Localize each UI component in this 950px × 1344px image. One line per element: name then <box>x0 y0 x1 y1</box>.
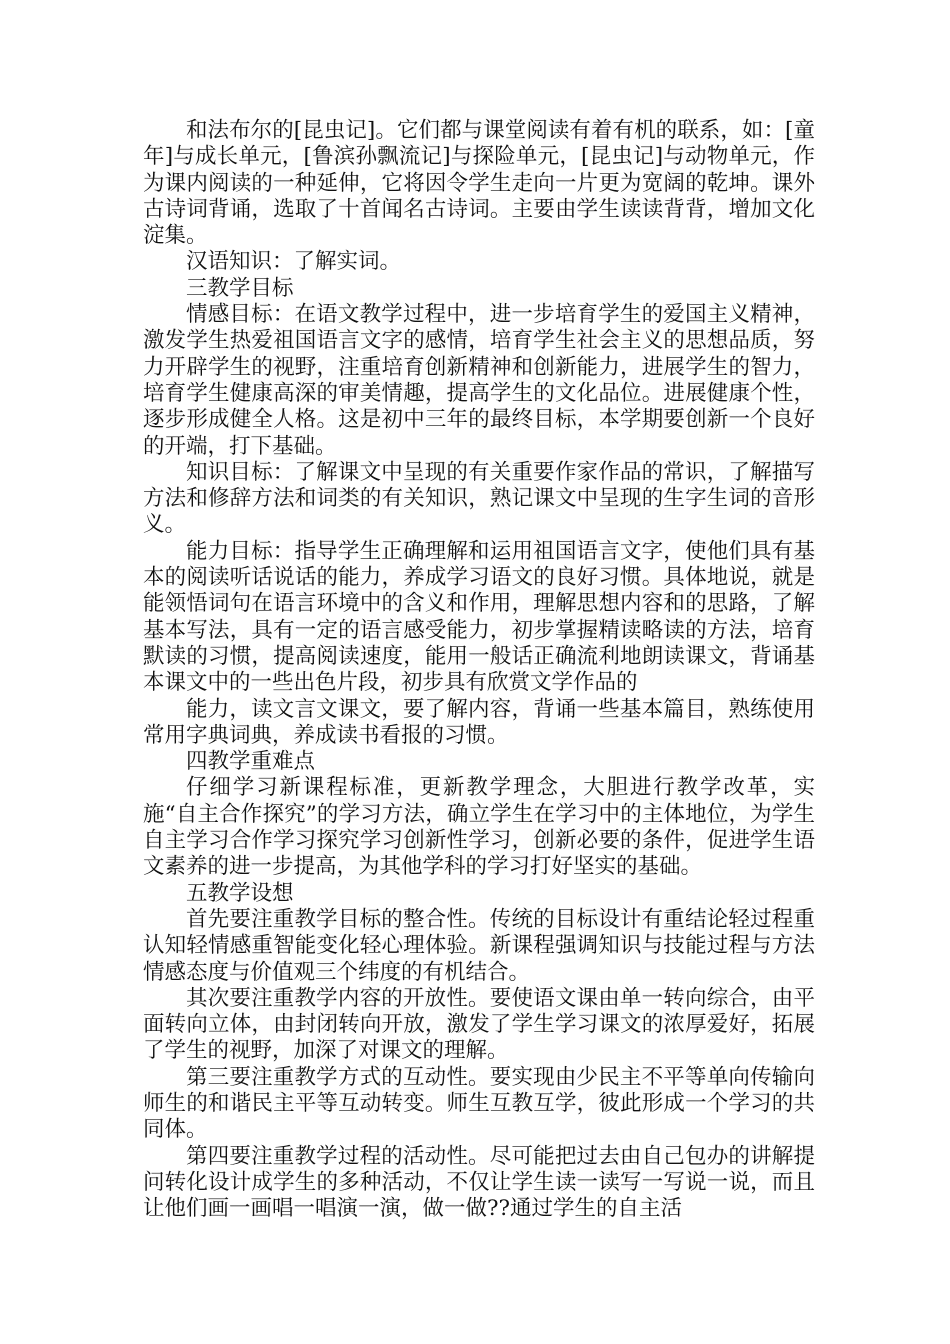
paragraph-key-difficulties: 仔细学习新课程标准，更新教学理念，大胆进行教学改革，实施“自主合作探究”的学习方法，确立学生在学习中的主体地位，为学生自主学习合作学习探究学习创新性学习，创新必要的条件，促进学生语文素养的进一步提高，为其他学科的学习打好坚实的基础。 <box>143 775 815 880</box>
paragraph-knowledge-goals: 知识目标：了解课文中呈现的有关重要作家作品的常识，了解描写方法和修辞方法和词类的有关知识，熟记课文中呈现的生字生词的音形义。 <box>143 459 815 538</box>
heading-teaching-goals: 三教学目标 <box>186 275 294 301</box>
paragraph-ability-goals: 能力目标：指导学生正确理解和运用祖国语言文字，使他们具有基本的阅读听话说话的能力，养成学习语文的良好习惯。具体地说，就是能领悟词句在语言环境中的含义和作用，理解思想内容和的思路，了解基本写法，具有一定的语言感受能力，初步掌握精读略读的方法，培育默读的习惯，提高阅读速度，能用一般话正确流利地朗读课文，背诵基本课文中的一些出色片段，初步具有欣赏文学作品的 <box>143 538 815 696</box>
paragraph-plan-first: 首先要注重教学目标的整合性。传统的目标设计有重结论轻过程重认知轻情感重智能变化轻心理体验。新课程强调知识与技能过程与方法情感态度与价值观三个纬度的有机结合。 <box>143 906 815 985</box>
document-page <box>143 118 815 1222</box>
heading-teaching-plan: 五教学设想 <box>186 880 294 906</box>
paragraph-chinese-knowledge: 汉语知识：了解实词。 <box>186 249 402 275</box>
paragraph-plan-third: 第三要注重教学方式的互动性。要实现由少民主不平等单向传输向师生的和谐民主平等互动转变。师生互教互学，彼此形成一个学习的共同体。 <box>143 1064 815 1143</box>
paragraph-continuation: 和法布尔的[昆虫记]。它们都与课堂阅读有着有机的联系，如：[童年]与成长单元，[鲁滨孙飘流记]与探险单元，[昆虫记]与动物单元，作为课内阅读的一种延伸，它将因令学生走向一片更为宽阔的乾坤。课外古诗词背诵，选取了十首闻名古诗词。主要由学生读读背背，增加文化淀集。 <box>143 118 815 249</box>
paragraph-emotional-goals: 情感目标：在语文教学过程中，进一步培育学生的爱国主义精神，激发学生热爱祖国语言文字的感情，培育学生社会主义的思想品质，努力开辟学生的视野，注重培育创新精神和创新能力，进展学生的智力，培育学生健康高深的审美情趣，提高学生的文化品位。进展健康个性，逐步形成健全人格。这是初中三年的最终目标，本学期要创新一个良好的开端，打下基础。 <box>143 302 815 459</box>
paragraph-ability-goals-cont: 能力，读文言文课文，要了解内容，背诵一些基本篇目，熟练使用常用字典词典，养成读书看报的习惯。 <box>143 696 815 748</box>
heading-key-difficulties: 四教学重难点 <box>186 749 316 775</box>
paragraph-plan-fourth: 第四要注重教学过程的活动性。尽可能把过去由自己包办的讲解提问转化设计成学生的多种活动，不仅让学生读一读写一写说一说，而且让他们画一画唱一唱演一演，做一做??通过学生的自主活 <box>143 1143 815 1222</box>
paragraph-plan-second: 其次要注重教学内容的开放性。要使语文课由单一转向综合，由平面转向立体，由封闭转向开放，激发了学生学习课文的浓厚爱好，拓展了学生的视野，加深了对课文的理解。 <box>143 985 815 1064</box>
